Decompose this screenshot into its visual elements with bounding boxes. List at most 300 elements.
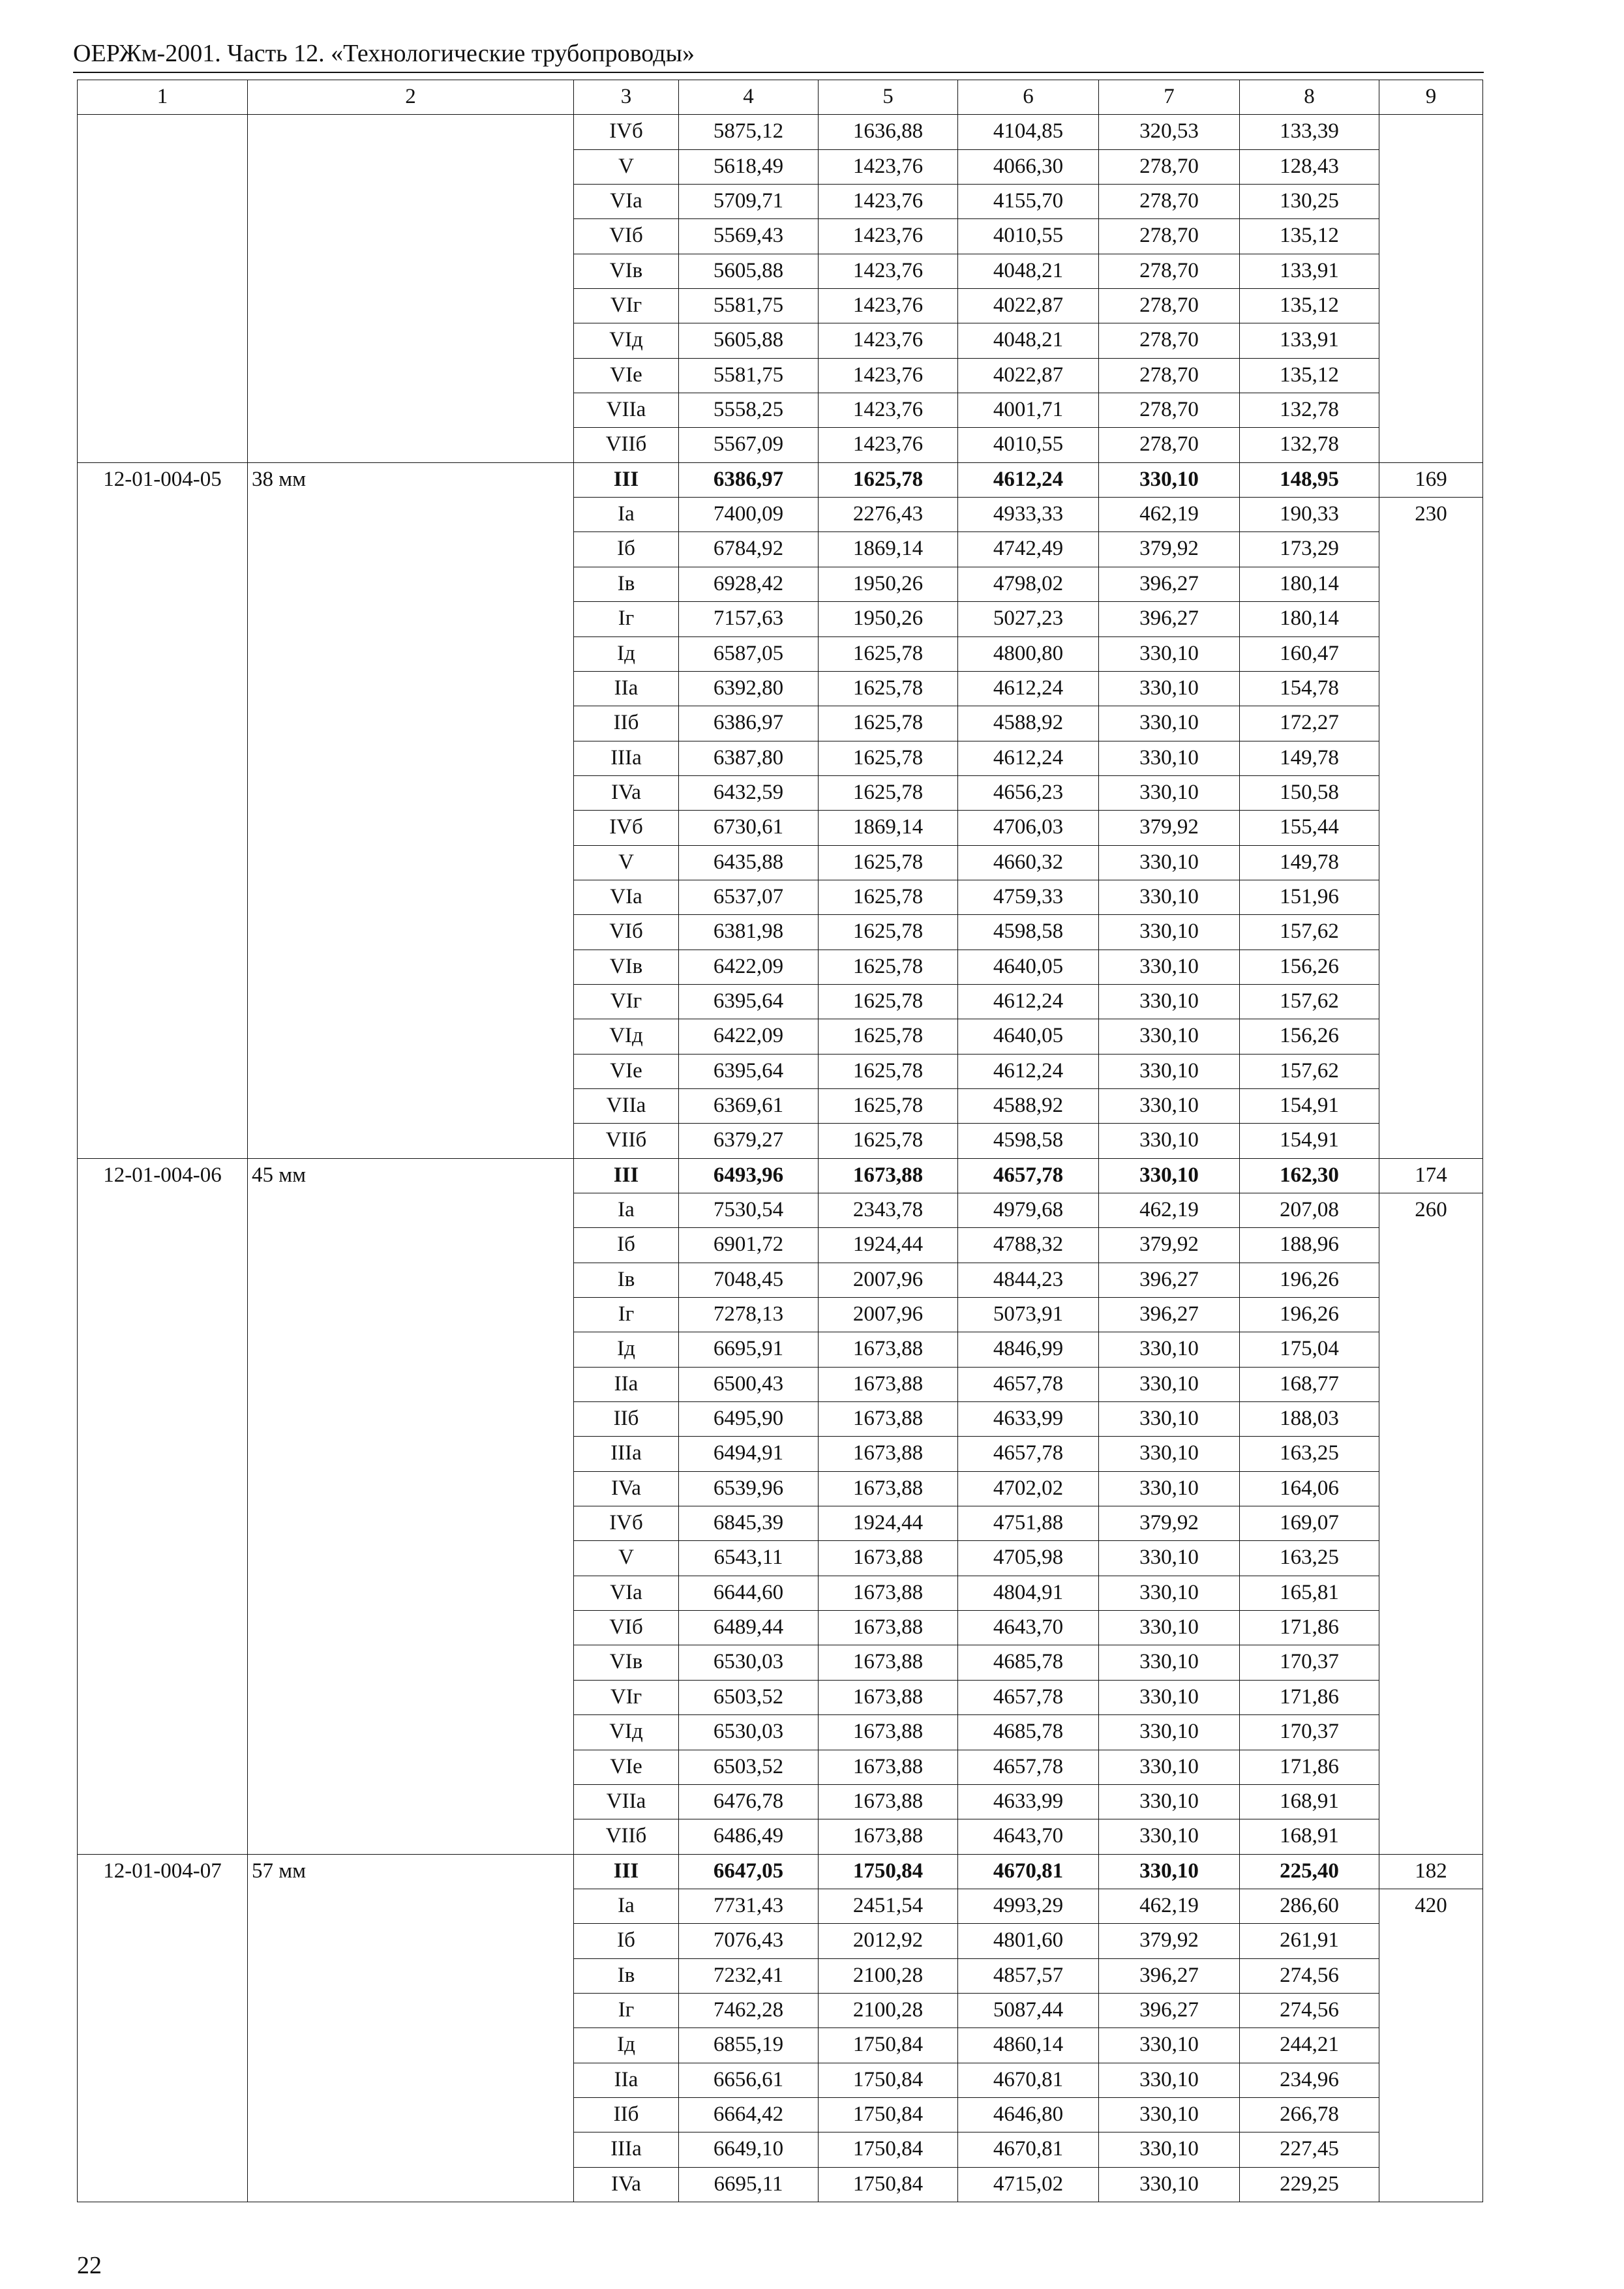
region-code: IVб — [574, 811, 679, 845]
wages: 2012,92 — [819, 1924, 958, 1958]
total-cost: 6500,43 — [679, 1367, 819, 1401]
machine-cost: 4048,21 — [958, 254, 1099, 288]
materials-cost: 261,91 — [1240, 1924, 1379, 1958]
total-cost: 6489,44 — [679, 1611, 819, 1645]
operator-wages: 330,10 — [1099, 775, 1240, 810]
operator-wages: 330,10 — [1099, 1437, 1240, 1471]
machine-cost: 4598,58 — [958, 915, 1099, 950]
materials-cost: 154,91 — [1240, 1088, 1379, 1123]
region-code: VIв — [574, 254, 679, 288]
operator-wages: 330,10 — [1099, 1680, 1240, 1714]
region-code: IIa — [574, 1367, 679, 1401]
operator-wages: 330,10 — [1099, 1854, 1240, 1889]
total-cost: 6486,49 — [679, 1819, 819, 1854]
materials-cost: 225,40 — [1240, 1854, 1379, 1889]
machine-cost: 4001,71 — [958, 393, 1099, 428]
wages: 1423,76 — [819, 185, 958, 219]
materials-cost: 170,37 — [1240, 1645, 1379, 1680]
total-cost: 6649,10 — [679, 2132, 819, 2167]
region-code: Iд — [574, 636, 679, 671]
materials-cost: 227,45 — [1240, 2132, 1379, 2167]
wages: 1869,14 — [819, 532, 958, 567]
total-cost: 5605,88 — [679, 254, 819, 288]
operator-wages: 330,10 — [1099, 984, 1240, 1019]
materials-cost: 135,12 — [1240, 289, 1379, 323]
materials-cost: 133,91 — [1240, 323, 1379, 358]
machine-cost: 4612,24 — [958, 984, 1099, 1019]
machine-cost: 4705,98 — [958, 1541, 1099, 1576]
column-number: 6 — [958, 80, 1099, 115]
operator-wages: 379,92 — [1099, 1924, 1240, 1958]
operator-wages: 330,10 — [1099, 1088, 1240, 1123]
total-cost: 6530,03 — [679, 1715, 819, 1750]
column-number-row — [78, 80, 1483, 115]
wages: 1423,76 — [819, 149, 958, 184]
region-code: IIIa — [574, 2132, 679, 2167]
total-cost: 7462,28 — [679, 1993, 819, 2027]
column-number: 7 — [1099, 80, 1240, 115]
machine-cost: 4798,02 — [958, 567, 1099, 601]
total-cost: 7048,45 — [679, 1263, 819, 1297]
region-code: VIв — [574, 1645, 679, 1680]
wages: 1673,88 — [819, 1819, 958, 1854]
wages: 1423,76 — [819, 289, 958, 323]
column-number: 5 — [819, 80, 958, 115]
operator-wages: 379,92 — [1099, 532, 1240, 567]
materials-cost: 163,25 — [1240, 1541, 1379, 1576]
header-rule — [73, 72, 1484, 73]
total-cost: 6530,03 — [679, 1645, 819, 1680]
operator-wages: 396,27 — [1099, 1993, 1240, 2027]
materials-cost: 164,06 — [1240, 1471, 1379, 1506]
region-code: Iг — [574, 1993, 679, 2027]
column-number: 9 — [1379, 80, 1483, 115]
wages: 1423,76 — [819, 254, 958, 288]
wages: 1869,14 — [819, 811, 958, 845]
total-cost: 6845,39 — [679, 1506, 819, 1541]
operator-wages: 379,92 — [1099, 1228, 1240, 1263]
operator-wages: 278,70 — [1099, 185, 1240, 219]
materials-cost: 162,30 — [1240, 1158, 1379, 1193]
wages: 1750,84 — [819, 2167, 958, 2202]
total-cost: 6379,27 — [679, 1124, 819, 1158]
region-code: VIIa — [574, 393, 679, 428]
operator-wages: 330,10 — [1099, 1019, 1240, 1054]
wages: 1625,78 — [819, 1088, 958, 1123]
operator-wages: 330,10 — [1099, 2167, 1240, 2202]
machine-cost: 4022,87 — [958, 358, 1099, 393]
item-size: 45 мм — [248, 1158, 574, 1854]
wages: 1625,78 — [819, 671, 958, 706]
operator-wages: 330,10 — [1099, 950, 1240, 984]
machine-cost: 4022,87 — [958, 289, 1099, 323]
region-code: VIе — [574, 358, 679, 393]
wages: 1750,84 — [819, 2063, 958, 2097]
materials-cost: 150,58 — [1240, 775, 1379, 810]
region-code: VIг — [574, 984, 679, 1019]
labor-value: 174 — [1379, 1158, 1483, 1193]
materials-cost: 157,62 — [1240, 1054, 1379, 1088]
wages: 1750,84 — [819, 2132, 958, 2167]
machine-cost: 4751,88 — [958, 1506, 1099, 1541]
operator-wages: 330,10 — [1099, 1541, 1240, 1576]
materials-cost: 133,91 — [1240, 254, 1379, 288]
machine-cost: 4010,55 — [958, 428, 1099, 462]
labor-value: 230 — [1379, 498, 1483, 1159]
wages: 1673,88 — [819, 1680, 958, 1714]
materials-cost: 165,81 — [1240, 1576, 1379, 1610]
wages: 1750,84 — [819, 1854, 958, 1889]
total-cost: 6901,72 — [679, 1228, 819, 1263]
operator-wages: 330,10 — [1099, 1645, 1240, 1680]
region-code: Iг — [574, 1298, 679, 1332]
wages: 1673,88 — [819, 1784, 958, 1819]
labor-value: 260 — [1379, 1193, 1483, 1855]
machine-cost: 4010,55 — [958, 219, 1099, 254]
operator-wages: 278,70 — [1099, 358, 1240, 393]
materials-cost: 196,26 — [1240, 1298, 1379, 1332]
materials-cost: 180,14 — [1240, 602, 1379, 636]
table-row — [78, 462, 1483, 497]
total-cost: 6730,61 — [679, 811, 819, 845]
materials-cost: 286,60 — [1240, 1889, 1379, 1923]
region-code: IIб — [574, 706, 679, 741]
wages: 1625,78 — [819, 775, 958, 810]
region-code: IVa — [574, 1471, 679, 1506]
operator-wages: 330,10 — [1099, 1784, 1240, 1819]
machine-cost: 4844,23 — [958, 1263, 1099, 1297]
wages: 1673,88 — [819, 1750, 958, 1784]
operator-wages: 396,27 — [1099, 567, 1240, 601]
total-cost: 6503,52 — [679, 1680, 819, 1714]
total-cost: 6928,42 — [679, 567, 819, 601]
total-cost: 5567,09 — [679, 428, 819, 462]
item-code — [78, 115, 248, 462]
wages: 1673,88 — [819, 1437, 958, 1471]
column-number: 8 — [1240, 80, 1379, 115]
total-cost: 6695,11 — [679, 2167, 819, 2202]
machine-cost: 4660,32 — [958, 845, 1099, 880]
region-code: Ia — [574, 1193, 679, 1228]
wages: 1423,76 — [819, 428, 958, 462]
region-code: IVa — [574, 2167, 679, 2202]
region-code: IIб — [574, 1402, 679, 1437]
region-code: VIIa — [574, 1088, 679, 1123]
operator-wages: 379,92 — [1099, 1506, 1240, 1541]
region-code: IIa — [574, 671, 679, 706]
region-code: VIIб — [574, 1124, 679, 1158]
region-code: VIIб — [574, 1819, 679, 1854]
region-code: Iб — [574, 532, 679, 567]
operator-wages: 330,10 — [1099, 2097, 1240, 2132]
operator-wages: 330,10 — [1099, 880, 1240, 914]
table-row — [78, 1158, 1483, 1193]
materials-cost: 149,78 — [1240, 741, 1379, 775]
total-cost: 5581,75 — [679, 289, 819, 323]
total-cost: 6432,59 — [679, 775, 819, 810]
total-cost: 6386,97 — [679, 706, 819, 741]
total-cost: 6543,11 — [679, 1541, 819, 1576]
wages: 1423,76 — [819, 358, 958, 393]
region-code: Ia — [574, 1889, 679, 1923]
operator-wages: 330,10 — [1099, 845, 1240, 880]
wages: 1636,88 — [819, 115, 958, 149]
region-code: VIIб — [574, 428, 679, 462]
operator-wages: 330,10 — [1099, 2132, 1240, 2167]
item-code: 12-01-004-07 — [78, 1854, 248, 2202]
operator-wages: 330,10 — [1099, 741, 1240, 775]
machine-cost: 4646,80 — [958, 2097, 1099, 2132]
machine-cost: 4993,29 — [958, 1889, 1099, 1923]
machine-cost: 4633,99 — [958, 1402, 1099, 1437]
operator-wages: 379,92 — [1099, 811, 1240, 845]
materials-cost: 173,29 — [1240, 532, 1379, 567]
total-cost: 6422,09 — [679, 950, 819, 984]
machine-cost: 4860,14 — [958, 2028, 1099, 2063]
region-code: VIд — [574, 323, 679, 358]
operator-wages: 330,10 — [1099, 671, 1240, 706]
wages: 1625,78 — [819, 880, 958, 914]
wages: 2451,54 — [819, 1889, 958, 1923]
total-cost: 6784,92 — [679, 532, 819, 567]
machine-cost: 4657,78 — [958, 1680, 1099, 1714]
machine-cost: 4706,03 — [958, 811, 1099, 845]
materials-cost: 196,26 — [1240, 1263, 1379, 1297]
operator-wages: 278,70 — [1099, 219, 1240, 254]
operator-wages: 330,10 — [1099, 1750, 1240, 1784]
region-code: VIг — [574, 1680, 679, 1714]
wages: 1673,88 — [819, 1645, 958, 1680]
materials-cost: 155,44 — [1240, 811, 1379, 845]
materials-cost: 234,96 — [1240, 2063, 1379, 2097]
materials-cost: 274,56 — [1240, 1958, 1379, 1993]
operator-wages: 330,10 — [1099, 1158, 1240, 1193]
region-code: Ia — [574, 498, 679, 532]
region-code: III — [574, 1854, 679, 1889]
machine-cost: 4588,92 — [958, 706, 1099, 741]
wages: 2007,96 — [819, 1298, 958, 1332]
total-cost: 5581,75 — [679, 358, 819, 393]
total-cost: 7731,43 — [679, 1889, 819, 1923]
operator-wages: 330,10 — [1099, 1715, 1240, 1750]
wages: 1924,44 — [819, 1228, 958, 1263]
materials-cost: 132,78 — [1240, 428, 1379, 462]
total-cost: 7278,13 — [679, 1298, 819, 1332]
region-code: Iд — [574, 2028, 679, 2063]
operator-wages: 330,10 — [1099, 1402, 1240, 1437]
wages: 1673,88 — [819, 1158, 958, 1193]
operator-wages: 396,27 — [1099, 1263, 1240, 1297]
region-code: III — [574, 1158, 679, 1193]
machine-cost: 4657,78 — [958, 1437, 1099, 1471]
wages: 1625,78 — [819, 706, 958, 741]
operator-wages: 330,10 — [1099, 1332, 1240, 1367]
materials-cost: 274,56 — [1240, 1993, 1379, 2027]
machine-cost: 4612,24 — [958, 671, 1099, 706]
total-cost: 6493,96 — [679, 1158, 819, 1193]
total-cost: 6422,09 — [679, 1019, 819, 1054]
region-code: Iб — [574, 1924, 679, 1958]
total-cost: 6476,78 — [679, 1784, 819, 1819]
materials-cost: 266,78 — [1240, 2097, 1379, 2132]
operator-wages: 278,70 — [1099, 393, 1240, 428]
wages: 1673,88 — [819, 1471, 958, 1506]
wages: 1625,78 — [819, 1124, 958, 1158]
operator-wages: 278,70 — [1099, 323, 1240, 358]
operator-wages: 330,10 — [1099, 1576, 1240, 1610]
operator-wages: 278,70 — [1099, 428, 1240, 462]
operator-wages: 330,10 — [1099, 2063, 1240, 2097]
materials-cost: 168,91 — [1240, 1784, 1379, 1819]
materials-cost: 171,86 — [1240, 1680, 1379, 1714]
machine-cost: 4788,32 — [958, 1228, 1099, 1263]
wages: 1673,88 — [819, 1367, 958, 1401]
item-size — [248, 115, 574, 462]
page-number: 22 — [77, 2252, 102, 2279]
machine-cost: 4643,70 — [958, 1819, 1099, 1854]
region-code: VIa — [574, 880, 679, 914]
total-cost: 7157,63 — [679, 602, 819, 636]
materials-cost: 154,91 — [1240, 1124, 1379, 1158]
total-cost: 5558,25 — [679, 393, 819, 428]
region-code: Iг — [574, 602, 679, 636]
wages: 2343,78 — [819, 1193, 958, 1228]
wages: 1750,84 — [819, 2028, 958, 2063]
machine-cost: 5073,91 — [958, 1298, 1099, 1332]
materials-cost: 170,37 — [1240, 1715, 1379, 1750]
region-code: V — [574, 1541, 679, 1576]
total-cost: 7530,54 — [679, 1193, 819, 1228]
region-code: IIIa — [574, 1437, 679, 1471]
total-cost: 6539,96 — [679, 1471, 819, 1506]
wages: 2276,43 — [819, 498, 958, 532]
wages: 1625,78 — [819, 462, 958, 497]
labor-value: 420 — [1379, 1889, 1483, 2202]
total-cost: 6695,91 — [679, 1332, 819, 1367]
operator-wages: 320,53 — [1099, 115, 1240, 149]
wages: 1423,76 — [819, 393, 958, 428]
page-header: ОЕРЖм-2001. Часть 12. «Технологические трубопроводы» — [73, 40, 695, 67]
wages: 1673,88 — [819, 1402, 958, 1437]
operator-wages: 396,27 — [1099, 1958, 1240, 1993]
materials-cost: 154,78 — [1240, 671, 1379, 706]
materials-cost: 163,25 — [1240, 1437, 1379, 1471]
materials-cost: 135,12 — [1240, 358, 1379, 393]
region-code: IIб — [574, 2097, 679, 2132]
column-number: 2 — [248, 80, 574, 115]
operator-wages: 462,19 — [1099, 1889, 1240, 1923]
total-cost: 6855,19 — [679, 2028, 819, 2063]
total-cost: 6494,91 — [679, 1437, 819, 1471]
machine-cost: 4657,78 — [958, 1750, 1099, 1784]
machine-cost: 4979,68 — [958, 1193, 1099, 1228]
total-cost: 7232,41 — [679, 1958, 819, 1993]
materials-cost: 156,26 — [1240, 1019, 1379, 1054]
materials-cost: 148,95 — [1240, 462, 1379, 497]
materials-cost: 157,62 — [1240, 984, 1379, 1019]
materials-cost: 160,47 — [1240, 636, 1379, 671]
table-row — [78, 1854, 1483, 1889]
materials-cost: 169,07 — [1240, 1506, 1379, 1541]
total-cost: 6647,05 — [679, 1854, 819, 1889]
materials-cost: 157,62 — [1240, 915, 1379, 950]
total-cost: 6369,61 — [679, 1088, 819, 1123]
operator-wages: 396,27 — [1099, 1298, 1240, 1332]
machine-cost: 4643,70 — [958, 1611, 1099, 1645]
machine-cost: 4104,85 — [958, 115, 1099, 149]
region-code: III — [574, 462, 679, 497]
materials-cost: 172,27 — [1240, 706, 1379, 741]
wages: 1625,78 — [819, 984, 958, 1019]
column-number: 1 — [78, 80, 248, 115]
materials-cost: 156,26 — [1240, 950, 1379, 984]
materials-cost: 188,96 — [1240, 1228, 1379, 1263]
operator-wages: 462,19 — [1099, 1193, 1240, 1228]
materials-cost: 132,78 — [1240, 393, 1379, 428]
wages: 1625,78 — [819, 845, 958, 880]
total-cost: 6664,42 — [679, 2097, 819, 2132]
region-code: Iб — [574, 1228, 679, 1263]
materials-cost: 171,86 — [1240, 1750, 1379, 1784]
machine-cost: 4857,57 — [958, 1958, 1099, 1993]
total-cost: 6656,61 — [679, 2063, 819, 2097]
machine-cost: 4588,92 — [958, 1088, 1099, 1123]
materials-cost: 175,04 — [1240, 1332, 1379, 1367]
operator-wages: 330,10 — [1099, 1124, 1240, 1158]
machine-cost: 4612,24 — [958, 1054, 1099, 1088]
labor-value: 169 — [1379, 462, 1483, 497]
region-code: VIa — [574, 1576, 679, 1610]
wages: 1673,88 — [819, 1715, 958, 1750]
total-cost: 7076,43 — [679, 1924, 819, 1958]
region-code: VIе — [574, 1054, 679, 1088]
region-code: VIд — [574, 1019, 679, 1054]
total-cost: 6381,98 — [679, 915, 819, 950]
table-row — [78, 115, 1483, 149]
total-cost: 6587,05 — [679, 636, 819, 671]
machine-cost: 4048,21 — [958, 323, 1099, 358]
region-code: IVб — [574, 1506, 679, 1541]
materials-cost: 171,86 — [1240, 1611, 1379, 1645]
total-cost: 6395,64 — [679, 984, 819, 1019]
materials-cost: 188,03 — [1240, 1402, 1379, 1437]
machine-cost: 4759,33 — [958, 880, 1099, 914]
item-size: 38 мм — [248, 462, 574, 1158]
materials-cost: 135,12 — [1240, 219, 1379, 254]
item-code: 12-01-004-05 — [78, 462, 248, 1158]
materials-cost: 180,14 — [1240, 567, 1379, 601]
machine-cost: 4640,05 — [958, 950, 1099, 984]
wages: 1750,84 — [819, 2097, 958, 2132]
total-cost: 6392,80 — [679, 671, 819, 706]
machine-cost: 4612,24 — [958, 462, 1099, 497]
total-cost: 6386,97 — [679, 462, 819, 497]
region-code: Iв — [574, 567, 679, 601]
total-cost: 6395,64 — [679, 1054, 819, 1088]
machine-cost: 4598,58 — [958, 1124, 1099, 1158]
wages: 1950,26 — [819, 567, 958, 601]
column-number: 3 — [574, 80, 679, 115]
machine-cost: 4685,78 — [958, 1645, 1099, 1680]
wages: 1625,78 — [819, 1019, 958, 1054]
region-code: VIб — [574, 219, 679, 254]
machine-cost: 4742,49 — [958, 532, 1099, 567]
operator-wages: 330,10 — [1099, 1611, 1240, 1645]
operator-wages: 330,10 — [1099, 1054, 1240, 1088]
wages: 1673,88 — [819, 1332, 958, 1367]
region-code: VIв — [574, 950, 679, 984]
materials-cost: 229,25 — [1240, 2167, 1379, 2202]
